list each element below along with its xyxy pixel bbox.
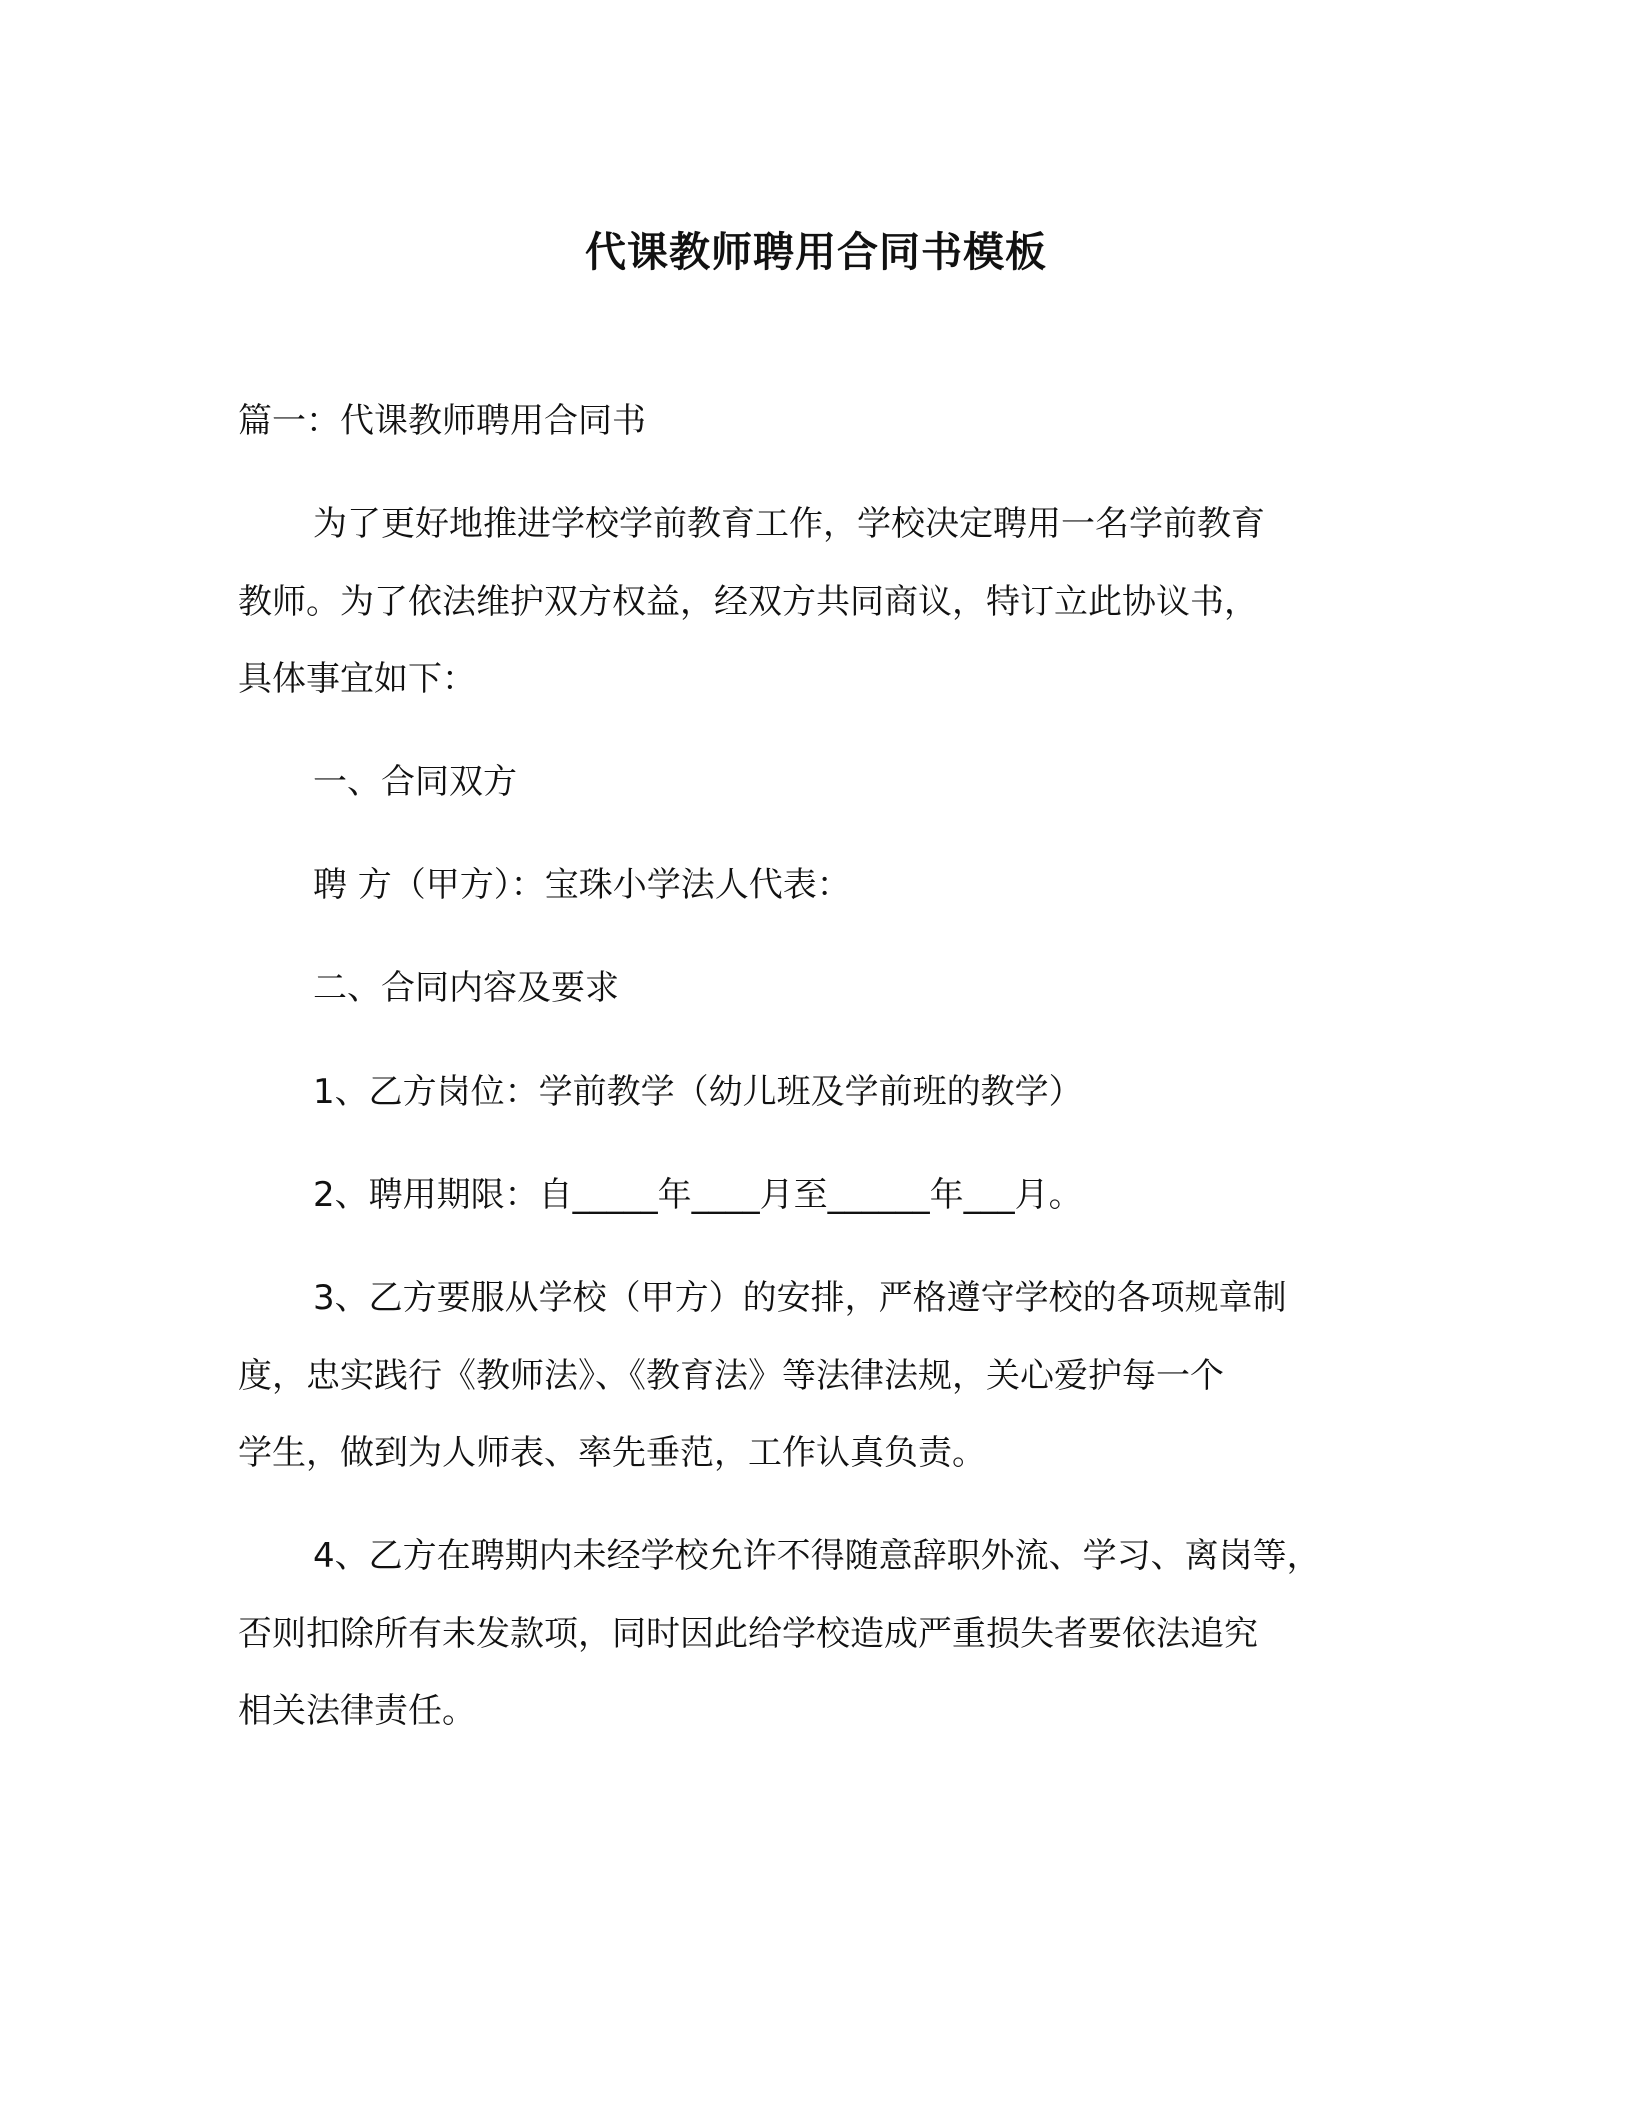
employer-line: 聘 方（甲方）：宝珠小学法人代表： [313,865,851,905]
intro-line-1: 为了更好地推进学校学前教育工作，学校决定聘用一名学前教育 [313,504,1265,544]
item-4-line-3: 相关法律责任。 [238,1691,476,1731]
intro-line-3: 具体事宜如下： [238,659,476,699]
item-3-line-1: 3、乙方要服从学校（甲方）的安排，严格遵守学校的各项规章制 [313,1278,1287,1318]
section-heading: 篇一：代课教师聘用合同书 [238,401,646,441]
item-4-line-2: 否则扣除所有未发款项，同时因此给学校造成严重损失者要依法追究 [238,1614,1258,1654]
part2-heading: 二、合同内容及要求 [313,968,619,1008]
item-3-line-3: 学生，做到为人师表、率先垂范，工作认真负责。 [238,1433,986,1473]
item-4-line-1: 4、乙方在聘期内未经学校允许不得随意辞职外流、学习、离岗等， [313,1536,1321,1576]
part1-heading: 一、合同双方 [313,762,517,802]
item-2: 2、聘用期限：自_____年____月至______年___月。 [313,1175,1083,1215]
document-title: 代课教师聘用合同书模板 [585,228,1047,276]
item-3-line-2: 度，忠实践行《教师法》、《教育法》等法律法规，关心爱护每一个 [238,1356,1224,1396]
item-1: 1、乙方岗位：学前教学（幼儿班及学前班的教学） [313,1072,1083,1112]
intro-line-2: 教师。为了依法维护双方权益，经双方共同商议，特订立此协议书， [238,582,1258,622]
